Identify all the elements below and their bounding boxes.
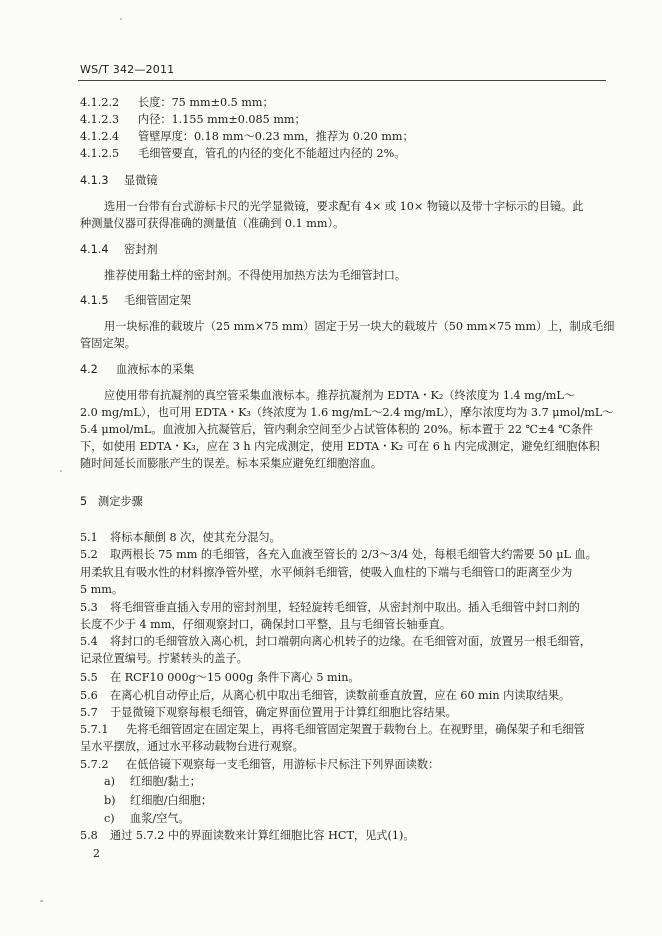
- section-heading: 测定步骤: [98, 495, 143, 508]
- paragraph-line: 先将毛细管固定在固定架上，再将毛细管固定架置于载物台上。在视野里，确保架子和毛细管: [126, 723, 585, 736]
- list-item: 红细胞/白细胞；: [130, 794, 213, 807]
- section-heading: 毛细管固定架: [124, 294, 192, 307]
- clause-number: 5.4: [80, 635, 98, 648]
- section-number: 4.1.5: [80, 294, 109, 307]
- paragraph-line: 长度不少于 4 mm，仔细观察封口，确保封口平整，且与毛细管长轴垂直。: [80, 618, 452, 631]
- section-heading: 显微镜: [124, 174, 158, 187]
- scan-speck: [120, 18, 122, 20]
- clause-number: 4.1.2.4: [80, 130, 120, 143]
- clause-text: 管壁厚度：0.18 mm～0.23 mm，推荐为 0.20 mm；: [138, 130, 414, 143]
- clause-number: 5.5: [80, 671, 98, 684]
- standard-code-header: WS/T 342—2011: [80, 63, 175, 76]
- paragraph-line: 应使用带有抗凝剂的真空管采集血液标本。推荐抗凝剂为 EDTA・K₂（终浓度为 1.4 mg/mL～: [104, 389, 575, 402]
- list-marker: c): [104, 812, 115, 825]
- paragraph-line: 5 mm。: [80, 583, 124, 596]
- paragraph-line: 用一块标准的载玻片（25 mm×75 mm）固定于另一块大的载玻片（50 mm×75 mm）上，制成毛细: [104, 320, 615, 333]
- paragraph-line: 通过 5.7.2 中的界面读数来计算红细胞比容 HCT，见式(1)。: [110, 829, 415, 842]
- paragraph-line: 将标本颠倒 8 次，使其充分混匀。: [110, 531, 281, 544]
- scan-speck: [60, 470, 62, 472]
- section-number: 4.1.3: [80, 174, 109, 187]
- clause-number: 5.8: [80, 829, 98, 842]
- paragraph-line: 在离心机自动停止后，从离心机中取出毛细管，读数前垂直放置，应在 60 min 内读取结果。: [110, 689, 571, 702]
- paragraph-line: 在 RCF10 000g～15 000g 条件下离心 5 min。: [110, 671, 360, 684]
- list-item: 血浆/空气。: [130, 812, 190, 825]
- paragraph-line: 记录位置编号。拧紧转头的盖子。: [80, 652, 248, 665]
- paragraph-line: 随时间延长而膨胀产生的误差。标本采集应避免红细胞溶血。: [80, 457, 383, 470]
- paragraph-line: 在低倍镜下观察每一支毛细管，用游标卡尺标注下列界面读数：: [126, 758, 440, 771]
- paragraph-line: 将毛细管垂直插入专用的密封剂里，轻轻旋转毛细管，从密封剂中取出。插入毛细管中封口剂的: [110, 601, 580, 614]
- section-number: 4.1.4: [80, 243, 109, 256]
- section-number: 4.2: [80, 363, 98, 376]
- paragraph-line: 呈水平摆放，通过水平移动载物台进行观察。: [80, 740, 304, 753]
- clause-number: 5.7.1: [80, 723, 109, 736]
- clause-number: 5.6: [80, 689, 98, 702]
- paragraph-line: 下，如使用 EDTA・K₃，应在 3 h 内完成测定，使用 EDTA・K₂ 可在 6 h 内完成测定，避免红细胞体积: [80, 440, 600, 453]
- paragraph-line: 管固定架。: [80, 337, 136, 350]
- paragraph-line: 种测量仪器可获得准确的测量值（准确到 0.1 mm）。: [80, 217, 345, 230]
- clause-text: 毛细管要直，管孔的内径的变化不能超过内径的 2%。: [138, 147, 406, 160]
- paragraph-line: 于显微镜下观察每根毛细管，确定界面位置用于计算红细胞比容结果。: [110, 706, 457, 719]
- clause-text: 长度：75 mm±0.5 mm；: [138, 96, 274, 109]
- clause-number: 5.7: [80, 706, 98, 719]
- paragraph-line: 将封口的毛细管放入离心机，封口端朝向离心机转子的边缘。在毛细管对面，放置另一根毛细管，: [110, 635, 592, 648]
- list-marker: b): [104, 794, 116, 807]
- clause-text: 内径：1.155 mm±0.085 mm；: [138, 113, 306, 126]
- clause-number: 5.7.2: [80, 758, 109, 771]
- paragraph-line: 取两根长 75 mm 的毛细管，各充入血液至管长的 2/3～3/4 处，每根毛细管大约需要 50 μL 血。: [110, 548, 597, 561]
- clause-number: 4.1.2.5: [80, 147, 120, 160]
- clause-number: 4.1.2.3: [80, 113, 120, 126]
- paragraph-line: 2.0 mg/mL），也可用 EDTA・K₃（终浓度为 1.6 mg/mL～2.4 mg/mL），摩尔浓度均为 3.7 μmol/mL～: [80, 406, 614, 419]
- header-rule: [78, 80, 606, 81]
- scan-speck: [40, 900, 43, 902]
- clause-number: 5.3: [80, 601, 98, 614]
- list-marker: a): [104, 775, 116, 788]
- paragraph-line: 推荐使用黏土样的密封剂。不得使用加热方法为毛细管封口。: [104, 269, 407, 282]
- clause-number: 5.2: [80, 548, 98, 561]
- clause-number: 5.1: [80, 531, 98, 544]
- section-heading: 密封剂: [124, 243, 158, 256]
- paragraph-line: 5.4 μmol/mL。血液加入抗凝管后，管内剩余空间至少占试管体积的 20%。标本置于 22 ℃±4 ℃条件: [80, 423, 594, 436]
- paragraph-line: 选用一台带有台式游标卡尺的光学显微镜，要求配有 4× 或 10× 物镜以及带十字标示的目镜。此: [104, 200, 584, 213]
- clause-number: 4.1.2.2: [80, 96, 120, 109]
- section-number: 5: [80, 495, 88, 508]
- section-heading: 血液标本的采集: [116, 363, 195, 376]
- paragraph-line: 用柔软且有吸水性的材料擦净管外壁，水平倾斜毛细管，使吸入血柱的下端与毛细管口的距离至少为: [80, 566, 573, 579]
- page-number: 2: [93, 847, 100, 860]
- list-item: 红细胞/黏土；: [130, 775, 201, 788]
